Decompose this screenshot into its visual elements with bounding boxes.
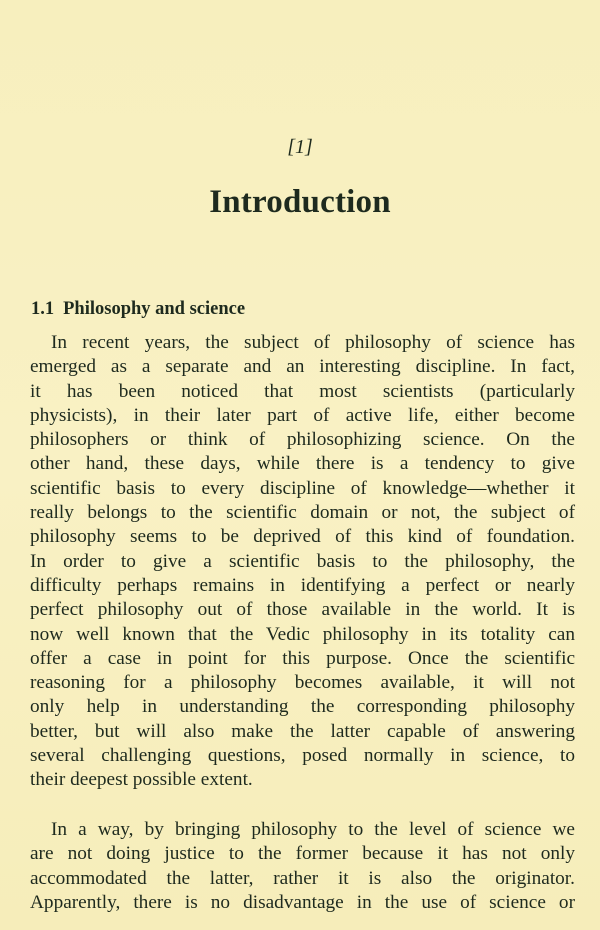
text-line: their deepest possible extent. (30, 769, 253, 791)
text-line: really belongs to the scientific domain or not, the subject of (30, 502, 575, 524)
text-line: In a way, by bringing philosophy to the level of science we (51, 819, 575, 840)
text-line: philosophers or think of philosophizing science. On the (30, 429, 575, 451)
text-line: philosophy seems to be deprived of this kind of foundation. (30, 526, 575, 548)
text-line: In recent years, the subject of philosophy of science has (51, 332, 575, 353)
text-line: are not doing justice to the former because it has not only (30, 843, 575, 865)
chapter-number: [1] (287, 136, 313, 158)
text-line: other hand, these days, while there is a tendency to give (30, 453, 575, 475)
text-line: scientific basis to every discipline of knowledge—whether it (30, 477, 575, 499)
text-line: accommodated the latter, rather it is also the originator. (30, 867, 575, 889)
text-line: Apparently, there is no disadvantage in the use of science or (30, 891, 575, 913)
text-line: physicists), in their later part of active life, either become (30, 404, 575, 426)
section-heading (31, 299, 245, 320)
paragraph (30, 818, 575, 915)
text-line: perfect philosophy out of those available in the world. It is (30, 599, 575, 621)
text-line: now well known that the Vedic philosophy in its totality can (30, 623, 575, 645)
text-line: emerged as a separate and an interesting discipline. In fact, (30, 356, 575, 378)
text-line: better, but will also make the latter capable of answering (30, 720, 575, 742)
text-line: several challenging questions, posed normally in science, to (30, 745, 575, 767)
paragraph (30, 331, 575, 793)
text-line: it has been noticed that most scientists (particularly (30, 380, 575, 402)
text-line: In order to give a scientific basis to the philosophy, the (30, 550, 575, 572)
text-line: reasoning for a philosophy becomes available, it will not (30, 672, 575, 694)
text-line: only help in understanding the corresponding philosophy (30, 696, 575, 718)
chapter-title: Introduction (209, 184, 391, 220)
section-number: 1.1 (31, 299, 55, 319)
text-line: difficulty perhaps remains in identifying a perfect or nearly (30, 574, 575, 596)
section-title: Philosophy and science (63, 299, 246, 319)
text-line: offer a case in point for this purpose. Once the scientific (30, 647, 575, 669)
